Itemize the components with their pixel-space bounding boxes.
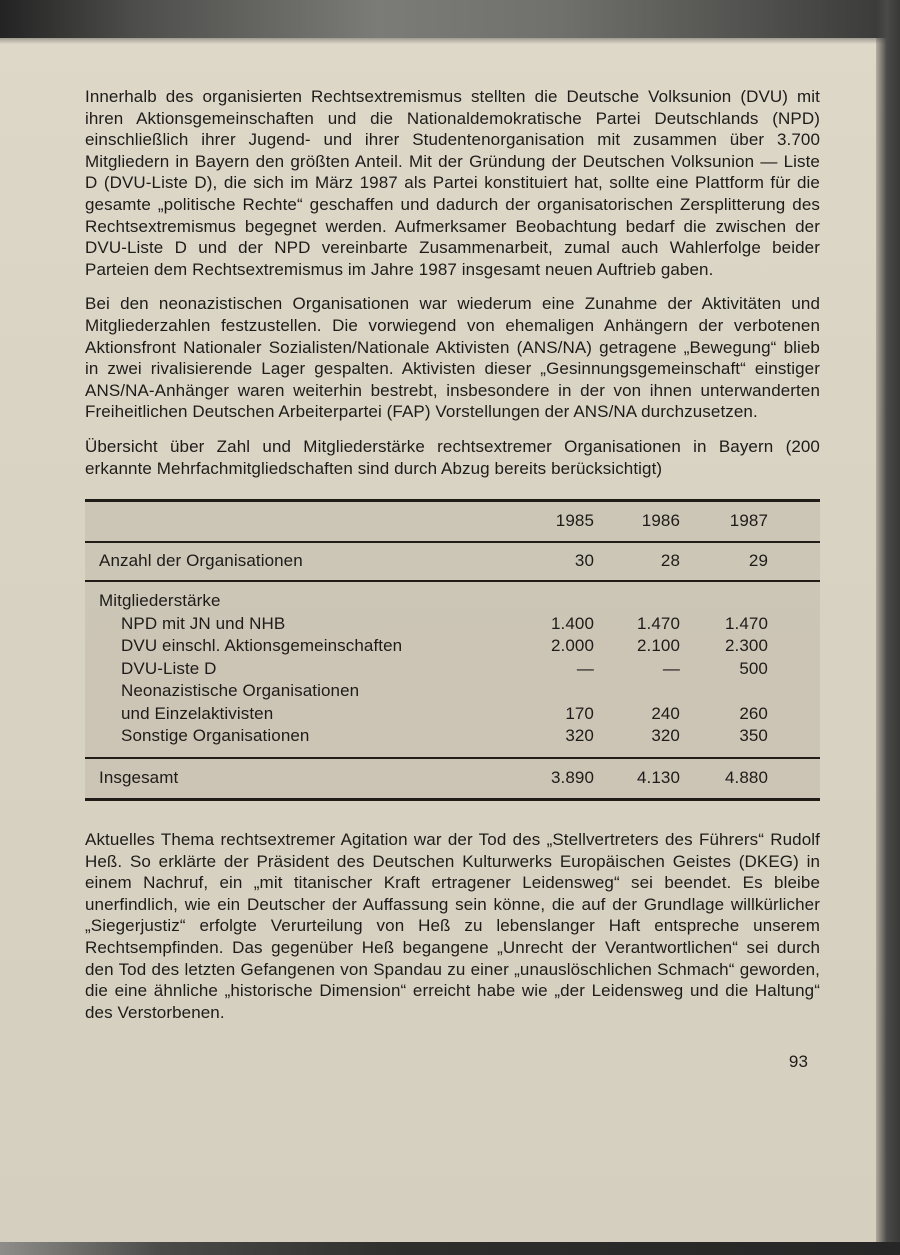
table-cell-value xyxy=(680,590,768,613)
body-paragraph-2: Bei den neonazistischen Organisationen war wiederum eine Zunahme der Aktivitäten und Mitgliederzahlen festzustellen. Die vorwiegend von ehemaligen Anhängern der verbotenen Aktionsfront Nationaler Sozialisten/Nationale Aktivisten (ANS/NA) getragene „Bewegung“ blieb in zwei rivalisierende Lager gespalten. Aktivisten dieser „Gesinnungsgemeinschaft“ einstiger ANS/NA-Anhänger waren weiterhin bestrebt, insbesondere in der von ihnen unterwanderten Freiheitlichen Deutschen Arbeiterpartei (FAP) Vorstellungen der ANS/NA durchzusetzen. xyxy=(85,294,820,422)
table-cell-value: 320 xyxy=(565,726,594,746)
table-cell-label: und Einzelaktivisten xyxy=(121,703,274,723)
table-cell-label: Insgesamt xyxy=(99,767,179,787)
table-cell-value xyxy=(594,680,680,703)
table-cell-label: Anzahl der Organisationen xyxy=(99,550,303,570)
table-cell-value: 1.400 xyxy=(550,613,594,633)
table-cell-value: — xyxy=(576,658,594,678)
table-cell-value xyxy=(506,590,594,613)
table-cell-value: 240 xyxy=(651,703,680,723)
table-rule-bottom xyxy=(85,798,820,801)
table-cell-value: 1.470 xyxy=(636,613,680,633)
page-content xyxy=(85,86,820,1073)
table-caption: Übersicht über Zahl und Mitgliederstärke rechtsextremer Organisationen in Bayern (200 erkannte Mehrfachmitgliedschaften sind durch Abzug bereits berücksichtigt) xyxy=(85,436,820,478)
table-cell-value: 4.130 xyxy=(636,767,680,787)
table-cell-value: 500 xyxy=(739,658,768,678)
table-row-npd xyxy=(85,613,820,636)
table-cell-value: 320 xyxy=(651,726,680,746)
table-header-year-1985: 1985 xyxy=(555,511,594,531)
body-paragraph-3: Aktuelles Thema rechtsextremer Agitation war der Tod des „Stellvertreters des Führers“ Rudolf Heß. So erklärte der Präsident des Deutschen Kulturwerks Europäischen Geistes (DKEG) in einem Nachruf, ein „mit titanischer Kraft ertragener Leidensweg“ sei beendet. Es bleibe unerfindlich, wie ein Deutscher der Auffassung sein könne, die auf der Grundlage willkürlicher „Siegerjustiz“ erfolgte Verurteilung von Heß zu lebenslanger Haft entspreche unserem Rechtsempfinden. Das gegenüber Heß begangene „Unrecht der Verantwortlichen“ sei durch den Tod des letzten Gefangenen von Spandau zu einer „unauslöschlichen Schmach“ geworden, die eine ähnliche „historische Dimension“ erreicht habe wie „der Leidensweg und die Haltung“ des Verstorbenen. xyxy=(85,830,820,1022)
table-cell-value xyxy=(506,680,594,703)
table-row-anzahl xyxy=(85,543,820,581)
table-cell-value: 2.100 xyxy=(636,636,680,656)
table-row-sonstige xyxy=(85,725,820,748)
table-header-empty xyxy=(99,510,506,533)
page-number: 93 xyxy=(788,1052,808,1072)
table-cell-value xyxy=(594,590,680,613)
table-cell-value: 4.880 xyxy=(724,767,768,787)
table-cell-value: 1.470 xyxy=(724,613,768,633)
table-row-dvu xyxy=(85,635,820,658)
scan-edge-bottom xyxy=(0,1242,900,1255)
table-header-year-1986: 1986 xyxy=(641,511,680,531)
table-cell-value: 350 xyxy=(739,726,768,746)
body-paragraph-1: Innerhalb des organisierten Rechtsextremismus stellten die Deutsche Volksunion (DVU) mit ihren Aktionsgemeinschaften und die Nationaldemokratische Partei Deutschlands (NPD) einschließlich ihrer Jugend- und ihrer Studentenorganisation mit zusammen über 3.700 Mitgliedern in Bayern den größten Anteil. Mit der Gründung der Deutschen Volksunion — Liste D (DVU-Liste D), die sich im März 1987 als Partei konstituiert hat, sollte eine Plattform für die gesamte „politische Rechte“ geschaffen und dadurch der organisatorischen Zersplitterung des Rechtsextremismus begegnet werden. Aufmerksamer Beobachtung bedarf die zwischen der DVU-Liste D und der NPD vereinbarte Zusammenarbeit, zumal auch Wahlerfolge beider Parteien dem Rechtsextremismus im Jahre 1987 insgesamt neuen Auftrieb gaben. xyxy=(85,87,820,279)
scan-edge-top xyxy=(0,0,900,38)
table-row-neonazistische xyxy=(85,680,820,703)
table-cell-value: 170 xyxy=(565,703,594,723)
table-cell-value: 3.890 xyxy=(550,767,594,787)
table-cell-label: Neonazistische Organisationen xyxy=(121,681,360,701)
table-cell-value: 29 xyxy=(748,550,768,570)
table-cell-value: 2.300 xyxy=(724,636,768,656)
table-cell-value: 30 xyxy=(574,550,594,570)
table-body-section xyxy=(85,582,820,757)
table-cell-value: 28 xyxy=(660,550,680,570)
table-cell-value: 2.000 xyxy=(550,636,594,656)
scan-edge-right xyxy=(876,0,900,1255)
table-cell-value: 260 xyxy=(739,703,768,723)
table-cell-label: Sonstige Organisationen xyxy=(121,726,310,746)
table-cell-value: — xyxy=(662,658,680,678)
table-header-row xyxy=(85,502,820,541)
table-cell-value xyxy=(680,680,768,703)
table-cell-label: NPD mit JN und NHB xyxy=(121,613,286,633)
table-cell-label: Mitgliederstärke xyxy=(99,591,221,611)
membership-table xyxy=(85,499,820,801)
table-row-einzelaktivisten xyxy=(85,703,820,726)
table-cell-label: DVU-Liste D xyxy=(121,658,217,678)
table-cell-label: DVU einschl. Aktionsgemeinschaften xyxy=(121,636,403,656)
table-header-year-1987: 1987 xyxy=(729,511,768,531)
table-row-insgesamt xyxy=(85,759,820,799)
table-row-dvu-liste-d xyxy=(85,658,820,681)
table-row-mitgliederstaerke xyxy=(85,590,820,613)
